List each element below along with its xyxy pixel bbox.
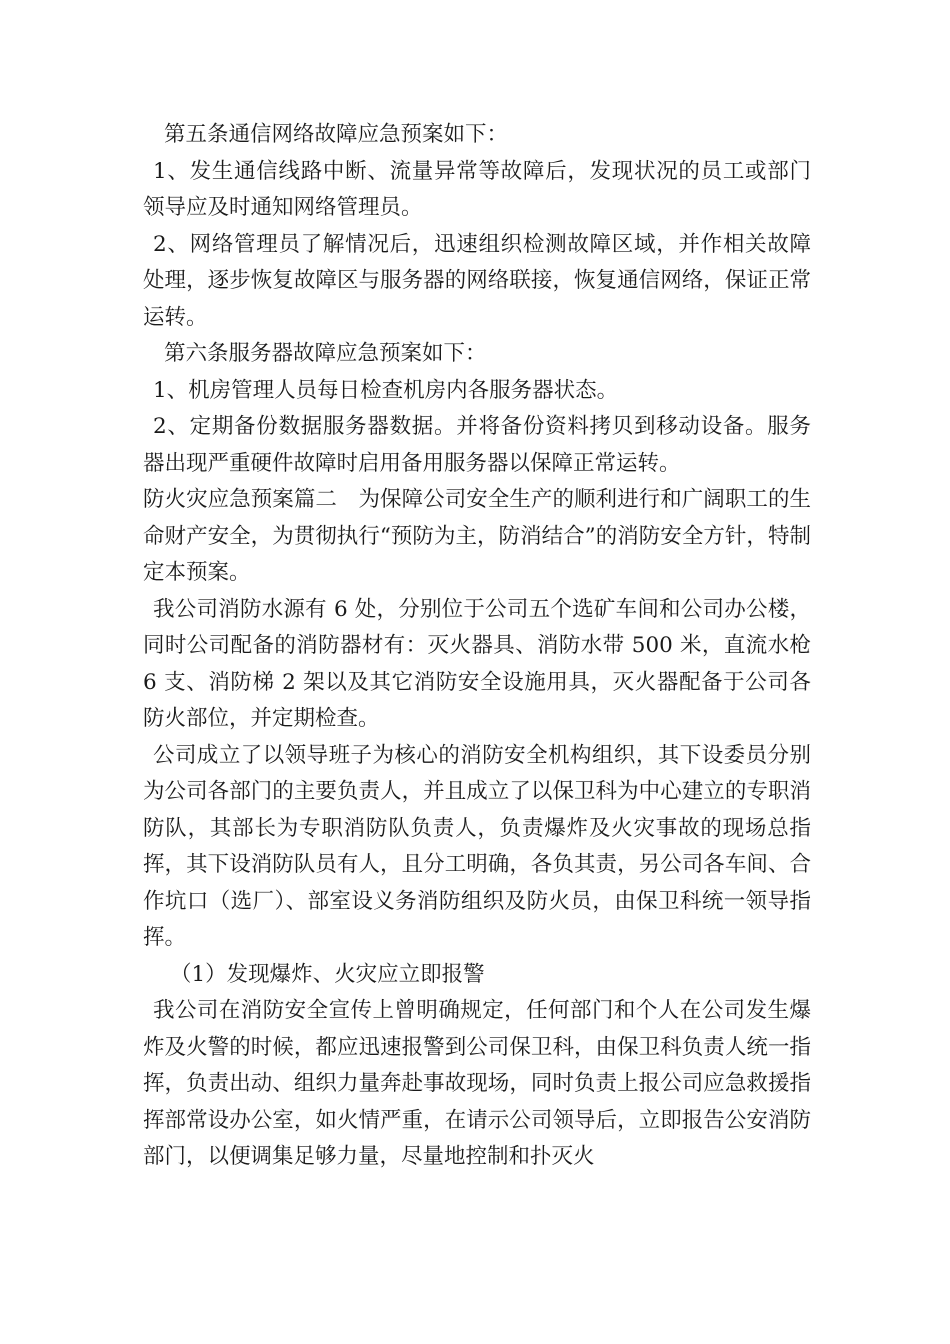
paragraph-fire-plan-intro: 防火灾应急预案篇二 为保障公司安全生产的顺利进行和广阔职工的生命财产安全，为贯彻执行“预防为主，防消结合”的消防安全方针，特制定本预案。 xyxy=(143,487,811,585)
paragraph-section-1-heading: （1）发现爆炸、火灾应立即报警 xyxy=(170,961,485,987)
paragraph-article-6-item-1: 1、机房管理人员每日检查机房内各服务器状态。 xyxy=(153,377,619,403)
paragraph-water-sources: 我公司消防水源有 6 处，分别位于公司五个选矿车间和公司办公楼，同时公司配备的消防器材有：灭火器具、消防水带 500 米，直流水枪 6 支、消防梯 2 架以及其它消防安全设施用具，灭火器配备于公司各防火部位，并定期检查。 xyxy=(143,596,811,731)
paragraph-organization: 公司成立了以领导班子为核心的消防安全机构组织，其下设委员分别为公司各部门的主要负责人，并且成立了以保卫科为中心建立的专职消防队，其部长为专职消防队负责人，负责爆炸及火灾事故的现场总指挥，其下设消防队员有人，且分工明确，各负其责，另公司各车间、合作坑口（选厂）、部室设义务消防组织及防火员，由保卫科统一领导指挥。 xyxy=(143,742,811,950)
paragraph-article-6-title: 第六条服务器故障应急预案如下： xyxy=(164,341,487,366)
paragraph-article-5-item-2: 2、网络管理员了解情况后，迅速组织检测故障区域，并作相关故障处理，逐步恢复故障区与服务器的网络联接，恢复通信网络，保证正常运转。 xyxy=(143,231,811,330)
paragraph-article-5-item-1: 1、发生通信线路中断、流量异常等故障后，发现状况的员工或部门领导应及时通知网络管理员。 xyxy=(143,158,811,220)
paragraph-article-6-item-2: 2、定期备份数据服务器数据。并将备份资料拷贝到移动设备。服务器出现严重硬件故障时启用备用服务器以保障正常运转。 xyxy=(143,414,811,476)
paragraph-alarm-procedure: 我公司在消防安全宣传上曾明确规定，任何部门和个人在公司发生爆炸及火警的时候，都应迅速报警到公司保卫科，由保卫科负责人统一指挥，负责出动、组织力量奔赴事故现场，同时负责上报公司应急救援指挥部常设办公室，如火情严重，在请示公司领导后，立即报告公安消防部门，以便调集足够力量，尽量地控制和扑灭火 xyxy=(143,998,811,1169)
paragraph-article-5-title: 第五条通信网络故障应急预案如下： xyxy=(164,122,509,147)
document-body xyxy=(143,117,811,1176)
